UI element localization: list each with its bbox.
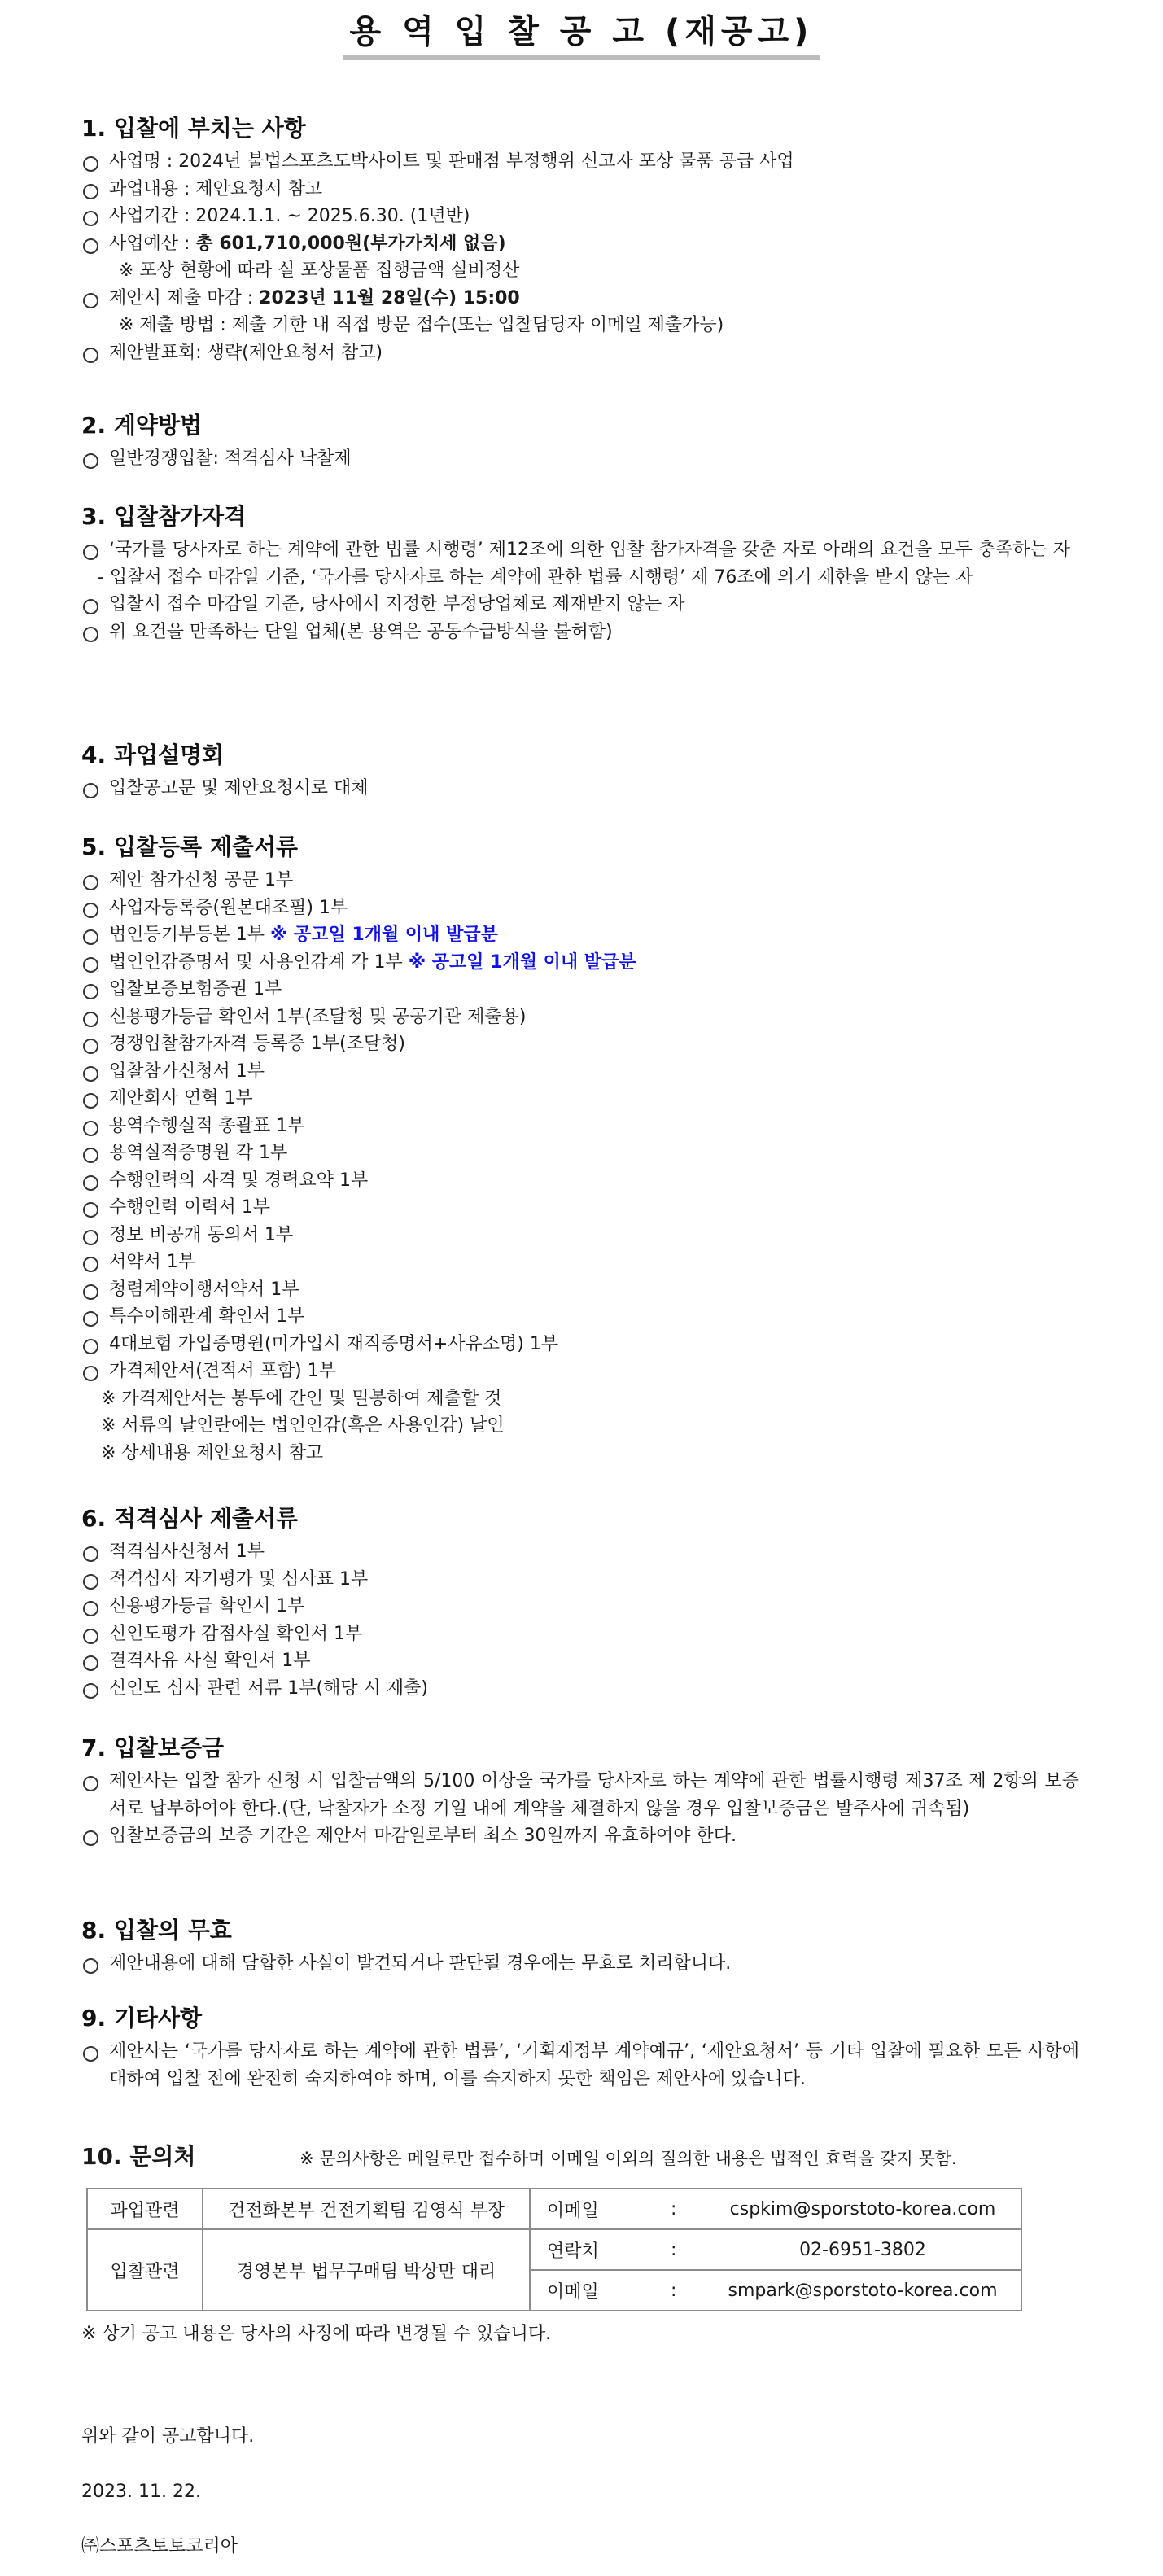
qualification-subitem: - 입찰서 접수 마감일 기준, ‘국가를 당사자로 하는 계약에 관한 법률 시행령’ 제 76조에 의거 제한을 받지 않는 자 xyxy=(98,566,973,588)
section-screening-documents xyxy=(81,1504,1082,1702)
contact-category: 입찰관련 xyxy=(87,2229,203,2311)
screening-item: 적격심사 자기평가 및 심사표 1부 xyxy=(81,1566,1082,1594)
section-contract-method xyxy=(81,411,1082,473)
document-item: 입찰참가신청서 1부 xyxy=(81,1058,1082,1086)
screening-item: 신인도 심사 관련 서류 1부(해당 시 제출) xyxy=(81,1675,1082,1703)
presentation-info: 제안발표회: 생략(제안요청서 참고) xyxy=(81,339,1082,367)
document-item: 법인등기부등본 1부 ※ 공고일 1개월 이내 발급분 xyxy=(81,921,1082,949)
document-item: 제안 참가신청 공문 1부 xyxy=(81,867,1082,894)
section-bid-bond xyxy=(81,1734,1082,1850)
document-item: 신용평가등급 확인서 1부(조달청 및 공공기관 제출용) xyxy=(81,1004,1082,1031)
screening-item: 신인도평가 감점사실 확인서 1부 xyxy=(81,1620,1082,1648)
section-heading: 2. 계약방법 xyxy=(81,412,203,439)
document-note: ※ 서류의 날인란에는 법인인감(혹은 사용인감) 날인 xyxy=(101,1415,505,1436)
screening-item: 적격심사신청서 1부 xyxy=(81,1538,1082,1566)
section-heading: 7. 입찰보증금 xyxy=(81,1734,225,1761)
closing-text: 위와 같이 공고합니다. xyxy=(81,2426,255,2447)
phone-number[interactable]: 02-6951-3802 xyxy=(705,2229,1021,2270)
email-link[interactable]: cspkim@sporstoto-korea.com xyxy=(705,2189,1021,2229)
section-briefing xyxy=(81,741,1082,803)
contract-method: 일반경쟁입찰: 적격심사 낙찰제 xyxy=(81,445,1082,473)
section-heading: 3. 입찰참가자격 xyxy=(81,503,247,530)
section-heading: 6. 적격심사 제출서류 xyxy=(81,1505,299,1532)
table-row xyxy=(87,2189,1021,2229)
document-item: 청렴계약이행서약서 1부 xyxy=(81,1276,1082,1304)
section-invalid-bid xyxy=(81,1916,1082,1978)
contact-table xyxy=(86,2188,1022,2311)
section-heading: 9. 기타사항 xyxy=(81,2005,203,2031)
document-item: 용역실적증명원 각 1부 xyxy=(81,1139,1082,1167)
document-item: 입찰보증보험증권 1부 xyxy=(81,976,1082,1004)
table-row xyxy=(87,2229,1021,2270)
section-qualification xyxy=(81,502,1082,645)
document-item: 가격제안서(견적서 포함) 1부 xyxy=(81,1358,1082,1385)
project-name: 사업명 : 2024년 불법스포츠도박사이트 및 판매점 부정행위 신고자 포상 물품 공급 사업 xyxy=(81,148,1082,176)
project-period: 사업기간 : 2024.1.1. ~ 2025.6.30. (1년반) xyxy=(81,203,1082,230)
title-area xyxy=(0,11,1163,60)
section-heading: 5. 입찰등록 제출서류 xyxy=(81,833,299,860)
task-content: 과업내용 : 제안요청서 참고 xyxy=(81,176,1082,203)
other-item: 제안사는 ‘국가를 당사자로 하는 계약에 관한 법률’, ‘기획재정부 계약예규’, ‘제안요청서’ 등 기타 입찰에 필요한 모든 사항에 대하여 입찰 전에 완전히 숙지하여야 하며, 이를 숙지하지 못한 책임은 제안사에 있습니다. xyxy=(81,2038,1082,2093)
notice-date: 2023. 11. 22. xyxy=(81,2482,201,2502)
qualification-item: 위 요건을 만족하는 단일 업체(본 용역은 공동수급방식을 불허함) xyxy=(81,619,1082,646)
contact-label: 이메일 xyxy=(530,2189,671,2229)
section-heading: 1. 입찰에 부치는 사항 xyxy=(81,115,306,142)
deadline-label: 제안서 제출 마감 : xyxy=(109,287,260,308)
bond-item: 제안사는 입찰 참가 신청 시 입찰금액의 5/100 이상을 국가를 당사자로 하는 계약에 관한 법률시행령 제37조 제 2항의 보증서로 납부하여야 한다.(단, 낙찰자가 소정 기일 내에 계약을 체결하지 않을 경우 입찰보증금은 발주사에 귀속됨) xyxy=(81,1768,1082,1822)
invalid-item: 제안내용에 대해 담합한 사실이 발견되거나 판단될 경우에는 무효로 처리합니다. xyxy=(81,1950,1082,1978)
document-item: 4대보험 가입증명원(미가입시 재직증명서+사유소명) 1부 xyxy=(81,1331,1082,1358)
contact-colon: : xyxy=(671,2270,705,2311)
budget-note: ※ 포상 현황에 따라 실 포상물품 집행금액 실비정산 xyxy=(119,260,520,281)
issue-date-note: ※ 공고일 1개월 이내 발급분 xyxy=(270,925,498,945)
contact-person: 건전화본부 건전기획팀 김영석 부장 xyxy=(203,2189,530,2229)
issue-date-note: ※ 공고일 1개월 이내 발급분 xyxy=(408,951,636,973)
document-item: 경쟁입찰참가자격 등록증 1부(조달청) xyxy=(81,1030,1082,1058)
page-title: 용 역 입 찰 공 고 (재공고) xyxy=(343,11,820,60)
document-item: 법인인감증명서 및 사용인감계 각 1부 ※ 공고일 1개월 이내 발급분 xyxy=(81,949,1082,977)
section-heading: 8. 입찰의 무효 xyxy=(81,1917,232,1944)
submission-deadline xyxy=(81,285,1082,313)
contact-note: ※ 문의사항은 메일로만 접수하며 이메일 이외의 질의한 내용은 법적인 효력을 갖지 못함. xyxy=(299,2149,957,2168)
document-item: 사업자등록증(원본대조필) 1부 xyxy=(81,894,1082,922)
contact-colon: : xyxy=(671,2189,705,2229)
section-other xyxy=(81,2004,1082,2093)
contact-label: 이메일 xyxy=(530,2270,671,2311)
briefing-item: 입찰공고문 및 제안요청서로 대체 xyxy=(81,775,1082,803)
deadline-value: 2023년 11월 28일(수) 15:00 xyxy=(259,287,520,308)
project-budget xyxy=(81,230,1082,258)
deadline-note: ※ 제출 방법 : 제출 기한 내 직접 방문 접수(또는 입찰담당자 이메일 제출가능) xyxy=(119,315,724,335)
document-item: 정보 비공개 동의서 1부 xyxy=(81,1222,1082,1249)
contact-colon: : xyxy=(671,2229,705,2270)
section-heading: 4. 과업설명회 xyxy=(81,741,225,768)
document-item: 제안회사 연혁 1부 xyxy=(81,1085,1082,1113)
screening-item: 신용평가등급 확인서 1부 xyxy=(81,1593,1082,1620)
contact-person: 경영본부 법무구매팀 박상만 대리 xyxy=(203,2229,530,2311)
contact-label: 연락처 xyxy=(530,2229,671,2270)
budget-value: 총 601,710,000원(부가가치세 없음) xyxy=(195,233,506,254)
company-name: ㈜스포츠토토코리아 xyxy=(81,2536,238,2556)
qualification-item: ‘국가를 당사자로 하는 계약에 관한 법률 시행령’ 제12조에 의한 입찰 참가자격을 갖춘 자로 아래의 요건을 모두 충족하는 자 xyxy=(81,536,1082,564)
document-item: 특수이해관계 확인서 1부 xyxy=(81,1303,1082,1331)
email-link[interactable]: smpark@sporstoto-korea.com xyxy=(705,2270,1021,2311)
qualification-item: 입찰서 접수 마감일 기준, 당사에서 지정한 부정당업체로 제재받지 않는 자 xyxy=(81,591,1082,619)
document-note: ※ 상세내용 제안요청서 참고 xyxy=(101,1442,324,1463)
section-contact xyxy=(81,2142,1082,2175)
document-note: ※ 가격제안서는 봉투에 간인 및 밀봉하여 제출할 것 xyxy=(101,1388,502,1409)
screening-item: 결격사유 사실 확인서 1부 xyxy=(81,1647,1082,1675)
document-item: 용역수행실적 총괄표 1부 xyxy=(81,1113,1082,1140)
section-bid-items xyxy=(81,114,1082,366)
section-registration-documents xyxy=(81,833,1082,1467)
bond-item: 입찰보증금의 보증 기간은 제안서 마감일로부터 최소 30일까지 유효하여야 한다. xyxy=(81,1822,1082,1850)
contact-category: 과업관련 xyxy=(87,2189,203,2229)
change-notice: ※ 상기 공고 내용은 당사의 사정에 따라 변경될 수 있습니다. xyxy=(81,2324,552,2344)
document-item: 서약서 1부 xyxy=(81,1249,1082,1276)
section-heading: 10. 문의처 xyxy=(81,2143,196,2170)
budget-label: 사업예산 : xyxy=(109,233,196,254)
document-item: 수행인력의 자격 및 경력요약 1부 xyxy=(81,1167,1082,1195)
document-item: 수행인력 이력서 1부 xyxy=(81,1194,1082,1222)
